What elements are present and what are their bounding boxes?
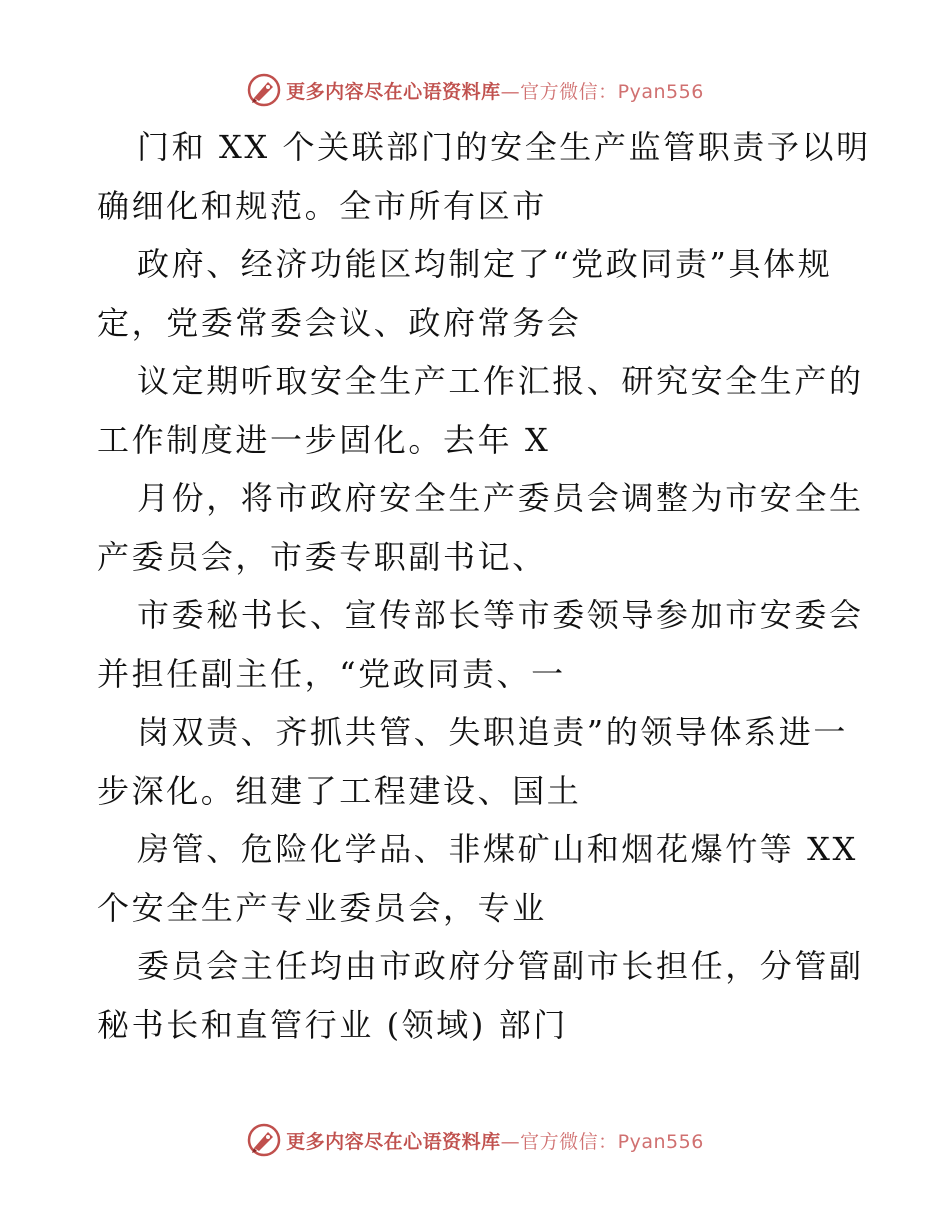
header-watermark <box>0 70 950 110</box>
watermark-text <box>286 77 704 104</box>
body-text-line: 秘书长和直管行业 (领域) 部门 <box>97 1005 568 1044</box>
watermark-sub: 官方微信：Pyan556 <box>520 80 704 103</box>
pen-nib-logo-icon <box>246 1122 282 1158</box>
watermark-main: 更多内容尽在心语资料库 <box>286 80 501 103</box>
watermark-dash: — <box>500 1130 521 1153</box>
body-text-line: 议定期听取安全生产工作汇报、研究安全生产的 <box>137 362 864 400</box>
body-text-line: 岗双责、齐抓共管、失职追责”的领导体系进一 <box>137 713 848 751</box>
watermark-main: 更多内容尽在心语资料库 <box>286 1130 501 1153</box>
pen-nib-logo-icon <box>246 72 282 108</box>
body-text-line: 步深化。组建了工程建设、国土 <box>97 771 582 810</box>
body-text-line: 并担任副主任，“党政同责、一 <box>97 654 566 693</box>
footer-watermark <box>0 1120 950 1160</box>
body-text-line: 产委员会，市委专职副书记、 <box>97 537 547 576</box>
body-text-line: 政府、经济功能区均制定了“党政同责”具体规 <box>137 245 833 283</box>
watermark-text <box>286 1127 704 1154</box>
body-text-line: 委员会主任均由市政府分管副市长担任，分管副 <box>137 947 864 985</box>
body-text-line: 定，党委常委会议、政府常务会 <box>97 303 582 342</box>
document-body <box>97 118 871 1054</box>
watermark-sub: 官方微信：Pyan556 <box>520 1130 704 1153</box>
body-text-line: 市委秘书长、宣传部长等市委领导参加市安委会 <box>137 596 864 634</box>
body-text-line: 月份，将市政府安全生产委员会调整为市安全生 <box>137 479 864 517</box>
body-text-line: 个安全生产专业委员会，专业 <box>97 888 547 927</box>
body-text-line: 门和 XX 个关联部门的安全生产监管职责予以明 <box>137 128 871 166</box>
body-text-line: 工作制度进一步固化。去年 X <box>97 420 551 459</box>
body-text-line: 确细化和规范。全市所有区市 <box>97 186 547 225</box>
body-text-line: 房管、危险化学品、非煤矿山和烟花爆竹等 XX <box>137 830 858 868</box>
watermark-dash: — <box>500 80 521 103</box>
